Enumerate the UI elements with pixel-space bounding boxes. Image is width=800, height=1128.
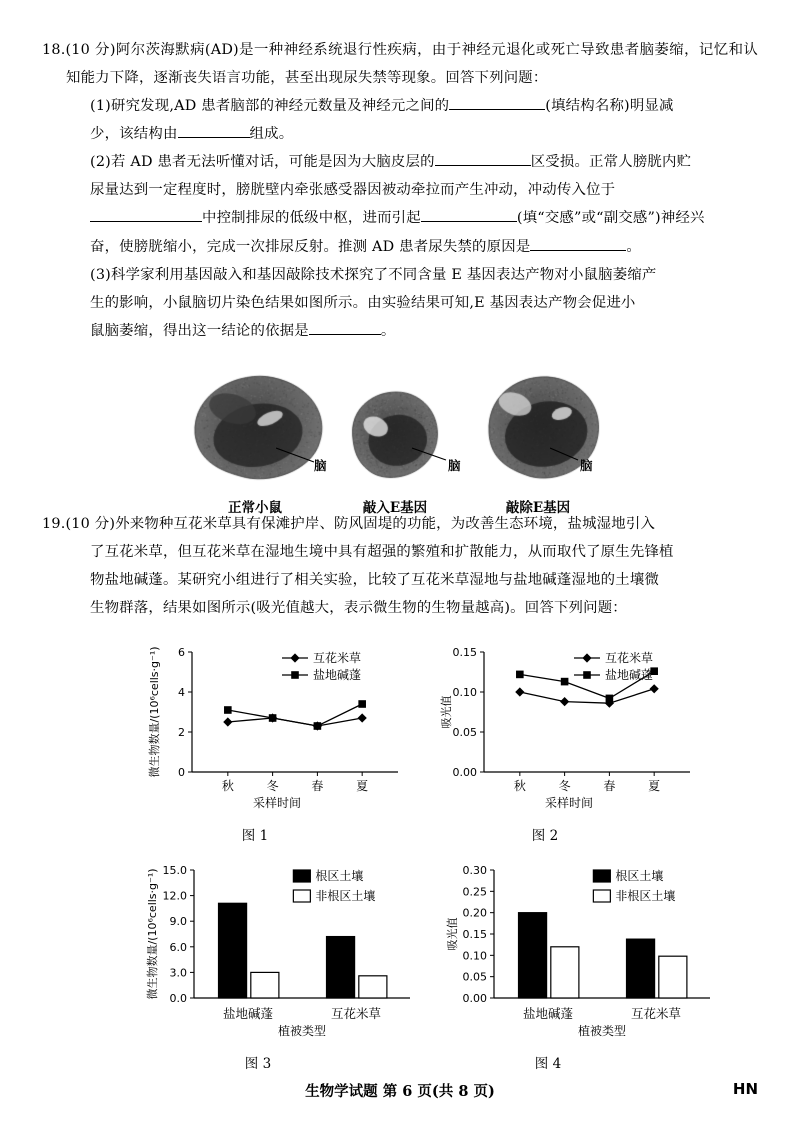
chart-figure-3	[118, 858, 418, 1054]
answer-blank[interactable]	[421, 221, 517, 222]
series-marker	[224, 706, 232, 714]
y-tick-label: 0.10	[452, 686, 477, 699]
series-marker	[560, 697, 569, 706]
y-tick-label: 6	[178, 646, 185, 659]
legend-swatch	[293, 870, 310, 882]
y-tick-label: 2	[178, 726, 185, 739]
x-axis-label: 植被类型	[277, 1024, 327, 1038]
q18-item-2	[42, 148, 758, 260]
y-tick-label: 3.0	[169, 966, 187, 980]
page-footer-code: HN	[732, 1080, 758, 1098]
brain-pointer-line-3	[550, 444, 586, 468]
series-marker	[650, 684, 659, 693]
bar	[551, 947, 579, 998]
series-marker	[358, 700, 366, 708]
x-tick-label: 盐地碱蓬	[222, 1006, 274, 1021]
series-line	[228, 704, 362, 726]
x-tick-label: 冬	[266, 779, 279, 793]
chart-3-caption: 图 3	[244, 1056, 272, 1072]
q19-stem-line-3: 物盐地碱蓬。某研究小组进行了相关实验，比较了互花米草湿地与盐地碱蓬湿地的土壤微	[90, 572, 660, 589]
legend-label: 互花米草	[605, 651, 654, 665]
chart-4-caption: 图 4	[534, 1056, 562, 1072]
q18-stem: 18.(10 分)阿尔茨海默病(AD)是一种神经系统退行性疾病，由于神经元退化或死亡导致患者脑萎缩，记忆和认知能力下降，逐渐丧失语言功能，甚至出现尿失禁等现象。回答下列问题：	[42, 42, 758, 87]
y-tick-label: 0.15	[462, 928, 487, 941]
x-axis-label: 植被类型	[577, 1024, 627, 1038]
y-axis-label: 微生物数量/(10⁶cells·g⁻¹)	[146, 868, 159, 1000]
answer-blank[interactable]	[309, 334, 381, 335]
series-marker	[561, 678, 569, 686]
question-19	[42, 510, 758, 622]
y-tick-label: 12.0	[162, 889, 187, 903]
q19-stem-line-4: 生物群落，结果如图所示(吸光值越大，表示微生物的生物量越高)。回答下列问题：	[90, 600, 627, 617]
answer-blank[interactable]	[435, 165, 531, 166]
x-tick-label: 互花米草	[330, 1006, 382, 1021]
q18-item2-text-g: 。	[626, 238, 642, 255]
bar	[519, 913, 547, 998]
y-tick-label: 0.0	[169, 992, 187, 1005]
q18-item-1	[42, 92, 758, 148]
y-tick-label: 15.0	[162, 864, 187, 877]
brain-caption-1: 正常小鼠	[228, 500, 282, 516]
legend-swatch	[293, 890, 310, 902]
y-tick-label: 0.30	[462, 864, 487, 877]
series-marker	[314, 722, 322, 730]
y-tick-label: 9.0	[169, 915, 187, 929]
brain-pointer-label-3: 脑	[580, 458, 593, 473]
answer-blank[interactable]	[178, 137, 250, 138]
legend-swatch	[593, 870, 610, 882]
brain-slice-figure	[180, 368, 620, 528]
series-marker	[516, 671, 524, 679]
legend-label: 非根区土壤	[615, 889, 676, 903]
y-axis-label: 微生物数量/(10⁶cells·g⁻¹)	[148, 646, 161, 778]
bar	[627, 939, 655, 998]
x-tick-label: 盐地碱蓬	[522, 1006, 574, 1021]
q19-stem-line-1: 19.(10 分)外来物种互花米草具有保滩护岸、防风固堤的功能，为改善生态环境，盐城湿地引入	[42, 516, 656, 532]
y-tick-label: 0.00	[462, 992, 487, 1005]
q18-item2-text-b: 区受损。正常人膀胱内贮	[530, 154, 692, 171]
series-marker	[269, 714, 277, 722]
series-line	[520, 689, 654, 703]
legend-label: 根区土壤	[315, 869, 364, 883]
legend-label: 非根区土壤	[315, 889, 376, 903]
q18-item3-text-a: (3)科学家利用基因敲入和基因敲除技术探究了不同含量 E 基因表达产物对小鼠脑萎缩产	[90, 266, 657, 283]
y-tick-label: 0.10	[462, 949, 487, 963]
y-axis-label: 吸光值	[440, 695, 453, 729]
x-tick-label: 秋	[513, 779, 526, 793]
q18-item1-text-a: (1)研究发现,AD 患者脑部的神经元数量及神经元之间的	[90, 98, 450, 115]
legend-label: 根区土壤	[615, 869, 664, 883]
question-18	[42, 36, 758, 345]
x-tick-label: 秋	[221, 779, 234, 793]
x-axis-label: 采样时间	[252, 796, 302, 810]
y-tick-label: 4	[178, 686, 185, 699]
legend-label: 盐地碱蓬	[313, 668, 362, 682]
series-marker	[358, 713, 367, 722]
bar	[659, 956, 687, 998]
brain-panel-normal	[180, 368, 330, 488]
q18-item2-text-d: 中控制排尿的低级中枢，进而引起	[202, 210, 421, 227]
brain-pointer-label-1: 脑	[314, 458, 327, 473]
brain-pointer-line-2	[412, 444, 452, 468]
brain-caption-3: 敲除E基因	[505, 500, 571, 516]
brain-pointer-label-2: 脑	[448, 458, 461, 473]
q19-stem-line-2: 了互花米草，但互花米草在湿地生境中具有超强的繁殖和扩散能力，从而取代了原生先锋植	[90, 544, 674, 561]
answer-blank[interactable]	[530, 250, 626, 251]
y-tick-label: 0.05	[452, 726, 477, 739]
x-tick-label: 春	[311, 779, 324, 793]
q18-item1-text-c: 少，该结构由	[90, 126, 178, 143]
chart-figure-2	[410, 638, 700, 822]
y-tick-label: 0.20	[462, 906, 487, 920]
series-marker	[223, 717, 232, 726]
page-footer: 生物学试题 第 6 页(共 8 页)	[305, 1083, 495, 1100]
series-marker	[515, 687, 524, 696]
q18-item3-text-d: 。	[380, 322, 396, 339]
x-tick-label: 互花米草	[630, 1006, 682, 1021]
q18-item1-text-d: 组成。	[249, 126, 294, 143]
brain-panel-knockin	[340, 382, 445, 488]
y-tick-label: 6.0	[169, 940, 187, 954]
answer-blank[interactable]	[449, 109, 545, 110]
x-tick-label: 春	[603, 779, 616, 793]
q18-item2-text-f: 奋，使膀胱缩小，完成一次排尿反射。推测 AD 患者尿失禁的原因是	[90, 238, 531, 255]
bar	[219, 903, 247, 998]
q18-item2-text-a: (2)若 AD 患者无法听懂对话，可能是因为大脑皮层的	[90, 154, 435, 171]
y-tick-label: 0.00	[452, 766, 477, 779]
q18-item-3	[42, 261, 758, 345]
y-tick-label: 0.15	[452, 646, 477, 659]
bar	[251, 972, 279, 998]
brain-caption-2: 敲入E基因	[362, 500, 428, 516]
y-tick-label: 0	[178, 766, 185, 779]
chart-2-caption: 图 2	[531, 828, 559, 844]
x-tick-label: 夏	[356, 779, 369, 793]
y-tick-label: 0.05	[462, 970, 487, 984]
y-tick-label: 0.25	[462, 885, 487, 899]
chart-figure-1	[118, 638, 408, 822]
chart-figure-4	[418, 858, 718, 1054]
x-tick-label: 夏	[648, 779, 661, 793]
bar	[327, 937, 355, 998]
brain-pointer-line-1	[276, 446, 320, 468]
bar	[359, 976, 387, 998]
legend-label: 盐地碱蓬	[605, 668, 654, 682]
series-marker	[606, 695, 614, 703]
chart-1-caption: 图 1	[241, 828, 269, 844]
q18-item2-text-c: 尿量达到一定程度时，膀胱壁内牵张感受器因被动牵拉而产生冲动，冲动传入位于	[90, 182, 616, 199]
answer-blank[interactable]	[90, 221, 202, 222]
x-tick-label: 冬	[558, 779, 571, 793]
x-axis-label: 采样时间	[544, 796, 594, 810]
q18-item3-text-c: 鼠脑萎缩，得出这一结论的依据是	[90, 322, 309, 339]
y-axis-label: 吸光值	[446, 917, 459, 951]
legend-label: 互花米草	[313, 651, 362, 665]
q18-item3-text-b: 生的影响，小鼠脑切片染色结果如图所示。由实验结果可知,E 基因表达产物会促进小	[90, 294, 636, 311]
q18-item1-text-b: (填结构名称)明显减	[545, 98, 674, 115]
legend-swatch	[593, 890, 610, 902]
q18-item2-text-e: (填“交感”或“副交感”)神经兴	[516, 210, 705, 227]
